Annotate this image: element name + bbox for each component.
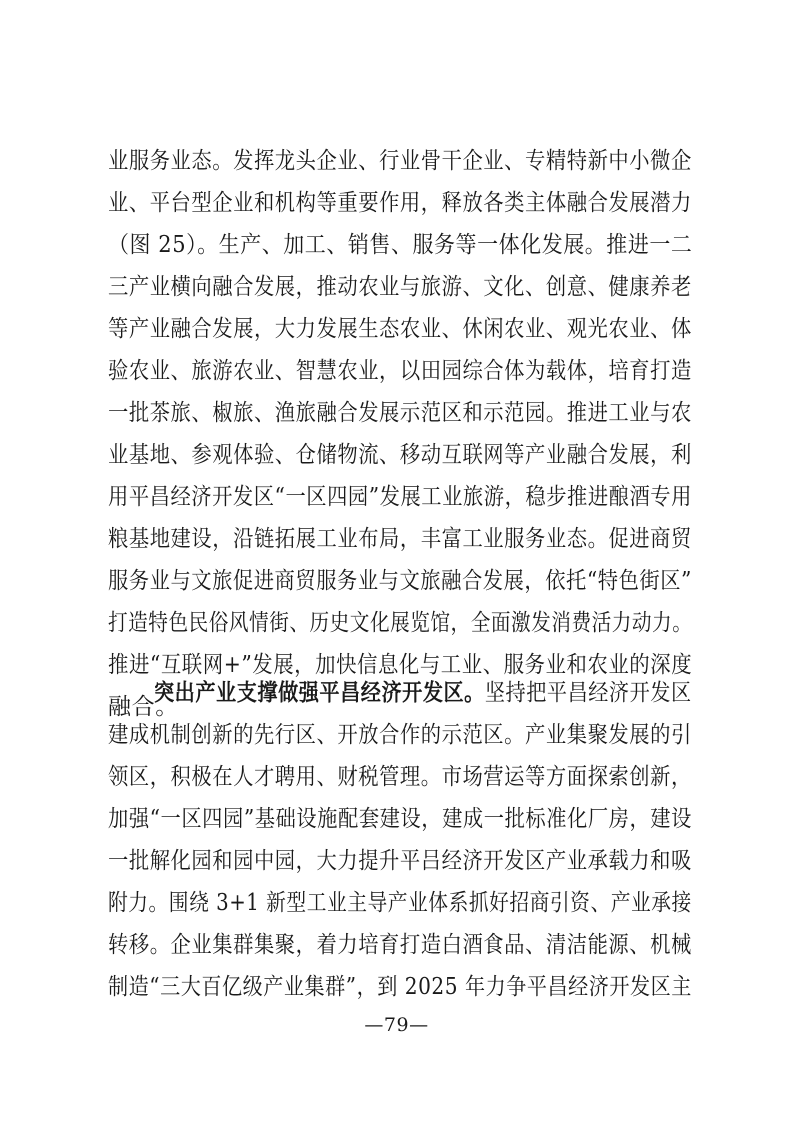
paragraph-line: 一批解化园和园中园，大力提升平吕经济开发区产业承载力和吸 — [108, 848, 692, 874]
page-number: —79— — [364, 1014, 429, 1036]
paragraph-line: 三产业横向融合发展，推动农业与旅游、文化、创意、健康养老 — [108, 274, 692, 300]
paragraph-line: 转移。企业集群集聚，着力培育打造白酒食品、清洁能源、机械 — [108, 932, 692, 958]
paragraph-line: 用平昌经济开发区“一区四园”发展工业旅游，稳步推进酿酒专用 — [108, 484, 692, 510]
paragraph-line: （图 25）。生产、加工、销售、服务等一体化发展。推进一二 — [108, 232, 693, 258]
paragraph-line: 一批茶旅、椒旅、渔旅融合发展示范区和示范园。推进工业与农 — [108, 400, 692, 426]
paragraph-first-line — [154, 672, 692, 714]
paragraph-heading-rest: 坚持把平昌经济开发区 — [484, 680, 692, 706]
paragraph-line: 推进“互联网+”发展，加快信息化与工业、服务业和农业的深度 — [108, 652, 693, 678]
paragraph-line: 验农业、旅游农业、智慧农业，以田园综合体为载体，培育打造 — [108, 358, 692, 384]
paragraph-line: 业、平台型企业和机构等重要作用，释放各类主体融合发展潜力 — [108, 190, 692, 216]
paragraph-line: 等产业融合发展，大力发展生态农业、休闲农业、观光农业、体 — [108, 316, 692, 342]
paragraph-line: 业基地、参观体验、仓储物流、移动互联网等产业融合发展，利 — [108, 442, 692, 468]
paragraph-line: 服务业与文旅促进商贸服务业与文旅融合发展，依托“特色街区” — [108, 568, 692, 594]
paragraph-line: 领区，积极在人才聘用、财税管理。市场营运等方面探索创新， — [108, 764, 692, 790]
paragraph-line: 制造“三大百亿级产业集群”，到 2025 年力争平昌经济开发区主 — [108, 974, 692, 1000]
paragraph-line: 业服务业态。发挥龙头企业、行业骨干企业、专精特新中小微企 — [108, 148, 692, 174]
paragraph-line: 融合。 — [108, 694, 179, 720]
paragraph-line: 打造特色民俗风情街、历史文化展览馆，全面激发消费活力动力。 — [108, 610, 693, 636]
paragraph-line: 加强“一区四园”基础设施配套建设，建成一批标准化厂房，建设 — [108, 806, 692, 832]
paragraph-heading: 突出产业支撑做强平昌经济开发区。 — [154, 679, 485, 706]
paragraph-line: 粮基地建设，沿链拓展工业布局，丰富工业服务业态。促进商贸 — [108, 526, 692, 552]
paragraph-line: 建成机制创新的先行区、开放合作的示范区。产业集聚发展的引 — [108, 722, 692, 748]
paragraph-line: 附力。围绕 3+1 新型工业主导产业体系抓好招商引资、产业承接 — [108, 890, 692, 916]
